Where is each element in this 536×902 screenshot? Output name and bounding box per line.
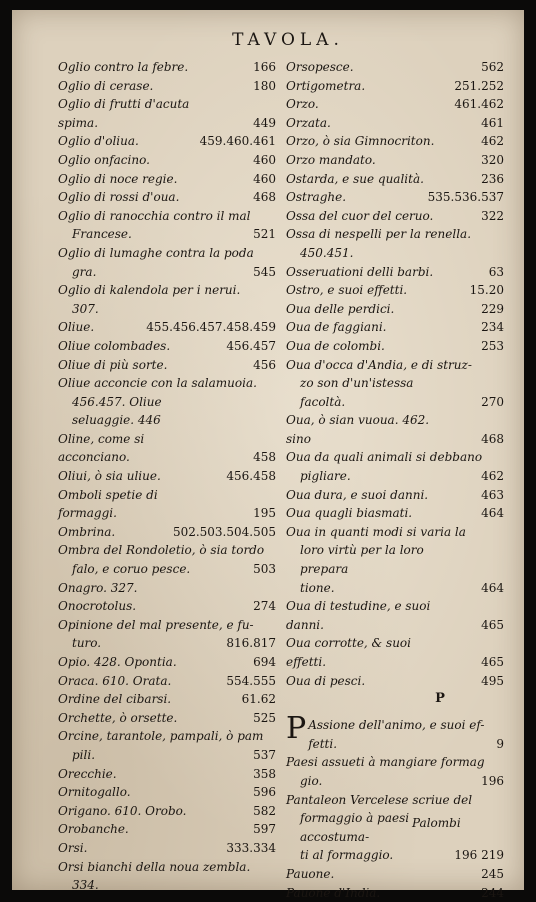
index-entry [58,765,276,784]
index-entry [58,858,276,895]
entry-text: Oua di pesci. [286,673,366,688]
entry-text: Ossa di nespelli per la renella. [286,227,472,242]
index-entry [286,225,504,262]
entry-text: Oglio onfacino. [58,152,150,167]
entry-pages: 464 [481,506,504,521]
entry-text: Oliue di più sorte. [58,357,168,372]
entry-continuation: pili. [72,747,96,762]
entry-text: Ordine del cibarsi. [58,692,172,707]
index-entry [58,374,276,430]
entry-text: Ossa del cuor del ceruo. [286,208,434,223]
entry-text: Oua de faggiani. [286,320,387,335]
index-entry [286,884,504,902]
index-entry [286,411,504,448]
entry-text: Orobanche. [58,822,129,837]
entry-text: Oua da quali animali si debbano [286,450,483,465]
entry-pages: 521 [253,227,276,242]
entry-pages: 333.334 [226,840,276,855]
index-entry [286,77,504,96]
index-entry [58,616,276,653]
index-entry [58,207,276,244]
index-entry [58,58,276,77]
entry-pages: 456 [253,357,276,372]
entry-pages: 596 [253,785,276,800]
entry-text: Oglio contro la febre. [58,60,189,74]
entry-continuation: 450.451. [300,245,354,260]
index-entry [286,486,504,505]
index-entry [58,188,276,207]
entry-text: Oglio di kalendola per i nerui. [58,283,241,298]
entry-pages: 456.458 [226,469,276,484]
index-entry [58,318,276,337]
entry-pages: 545 [253,264,276,279]
entry-pages: 322 [481,208,504,223]
entry-pages: 455.456.457.458.459 [146,320,276,335]
entry-pages: 816.817 [226,636,276,651]
entry-continuation: ti al formaggio. [300,848,394,863]
entry-pages: 244 [481,885,504,900]
index-entry [58,672,276,691]
entry-text: Pauone d'India. [286,885,381,900]
entry-continuation: Francese. [72,227,132,242]
entry-pages: 462 [481,469,504,484]
entry-pages: 458 [253,450,276,465]
index-entry [286,318,504,337]
entry-text: Orsi bianchi della noua zembla. [58,859,251,874]
index-entry [286,597,504,634]
entry-pages: 274 [253,599,276,614]
page-header: TAVOLA. [232,30,344,50]
index-entry [58,727,276,764]
entry-pages: 456.457 [226,338,276,353]
index-entry [58,820,276,839]
entry-text: Oglio di rossi d'oua. [58,190,180,205]
index-entry [58,95,276,132]
entry-continuation: fetti. [308,736,338,751]
index-entry [58,783,276,802]
entry-text: Osseruationi delli barbi. [286,264,434,279]
index-entry [286,300,504,319]
entry-pages: 166 [253,60,276,74]
entry-pages: 562 [481,60,504,74]
entry-pages: 196 219 [454,848,504,863]
section-gap [286,708,504,716]
index-entry [58,356,276,375]
entry-text: Oline, come si acconciano. [58,431,145,465]
entry-text: Oua di testudine, e suoi danni. [286,599,431,632]
entry-text: Oglio di cerase. [58,78,154,93]
index-entry [286,448,504,485]
entry-pages: 234 [481,320,504,335]
entry-pages: 15.20 [469,283,504,298]
entry-pages: 180 [253,78,276,93]
entry-continuation: falo, e coruo pesce. [72,562,191,577]
entry-pages: 465 [481,617,504,632]
entry-text: Oliue acconcie con la salamuoia. [58,376,257,391]
book-page [12,10,524,900]
index-entry [58,77,276,96]
left-column [58,58,276,895]
index-entry [58,579,276,616]
entry-text: Oglio di noce regie. [58,171,178,186]
entry-pages: 468 [481,431,504,446]
entry-text: Oliue colombades. [58,338,171,353]
entry-pages: 236 [481,171,504,186]
entry-pages: 463 [481,487,504,502]
index-entry [286,132,504,151]
entry-pages: 270 [481,394,504,409]
index-entry [58,281,276,318]
index-entry [58,244,276,281]
entry-pages: 460 [253,152,276,167]
entry-pages: 597 [253,822,276,837]
entry-text: Pantaleon Vercelese scriue del [286,792,473,807]
entry-pages: 449 [253,115,276,130]
index-entry [286,791,504,865]
entry-text: Opio. 428. Opontia. [58,655,177,669]
entry-pages: 63 [488,264,504,279]
index-entry [286,263,504,282]
index-entry [286,170,504,189]
entry-text: Oraca. 610. Orata. [58,673,172,688]
entry-text: Ombra del Rondoletio, ò sia tordo [58,543,265,558]
index-entry [286,504,504,523]
entry-text: Orchette, ò orsette. [58,710,178,725]
index-entry [286,337,504,356]
index-entry [286,207,504,226]
index-entry [58,839,276,858]
entry-text: Ornitogallo. [58,785,131,800]
index-entry [286,753,504,790]
entry-continuation: loro virtù per la loro prepara [300,543,424,577]
index-entry [286,114,504,133]
index-entry [58,523,276,542]
entry-continuation: formaggio à paesi accostuma- [300,811,410,844]
entry-text: Ostro, e suoi effetti. [286,283,408,298]
entry-text: Orcine, tarantole, pampali, ò pam [58,729,264,744]
entry-text: Oua dura, e suoi danni. [286,487,429,502]
index-entry [286,95,504,114]
entry-pages: 253 [481,338,504,353]
entry-text: Orzata. [286,115,331,130]
entry-text: Oglio di frutti d'acuta spima. [58,97,190,130]
entry-text: Oua de colombi. [286,338,385,353]
index-entry [58,151,276,170]
index-entry [286,356,504,412]
entry-pages: 554.555 [226,673,276,688]
catchword: Palombi [412,816,461,830]
entry-text: Orzo, ò sia Gimnocriton. [286,134,435,149]
entry-text: Paesi assueti à mangiare formag [286,755,485,770]
entry-continuation: gra. [72,264,97,279]
entry-pages: 9 [496,736,504,751]
entry-pages: 461.462 [454,97,504,112]
entry-pages: 582 [253,803,276,818]
index-entry [286,281,504,300]
entry-text: Oglio d'oliua. [58,134,139,149]
entry-continuation: 307. [72,301,99,316]
drop-cap: P [286,711,307,747]
index-entry [58,170,276,189]
entry-text: Origano. 610. Orobo. [58,803,187,818]
entry-text: Assione dell'animo, e suoi ef- [308,718,485,733]
entry-text: Pauone. [286,866,335,881]
entry-text: Oliui, ò sia uliue. [58,469,161,484]
section-letter: P [435,691,445,707]
entry-continuation: 456.457. Oliue seluaggie. 446 [72,394,162,428]
entry-text: Ostarda, e sue qualità. [286,171,424,186]
entry-text: Oglio di lumaghe contra la poda [58,245,254,260]
right-column [286,58,504,902]
index-entry [58,467,276,486]
entry-text: Oua, ò sian vuoua. 462. sino [286,413,430,446]
index-entry [286,58,504,77]
index-entry [286,188,504,207]
index-entry [58,541,276,578]
entry-text: Oliue. [58,320,95,335]
entry-continuation: 334. [72,878,99,893]
entry-continuation: gio. [300,773,323,788]
entry-text: Oua delle perdici. [286,301,395,316]
entry-pages: 61.62 [241,692,276,707]
entry-text: Onagro. 327. Onocrotolus. [58,580,138,614]
entry-continuation: pigliare. [300,469,351,484]
index-entry [58,430,276,467]
entry-continuation: turo. [72,636,102,651]
entry-pages: 468 [253,190,276,205]
entry-text: Ortigometra. [286,78,366,93]
entry-pages: 502.503.504.505 [172,524,276,539]
index-entry [58,709,276,728]
entry-pages: 694 [253,655,276,669]
entry-pages: 195 [253,506,276,521]
index-entry [286,523,504,597]
entry-text: Oua d'occa d'Andia, e di struz- [286,357,472,372]
entry-pages: 320 [481,152,504,167]
index-entry [58,132,276,151]
entry-text: Orzo mandato. [286,152,376,167]
entry-pages: 251.252 [454,78,504,93]
entry-pages: 460 [253,171,276,186]
entry-text: Opinione del mal presente, e fu- [58,617,254,632]
entry-pages: 229 [481,301,504,316]
entry-text: Oua corrotte, & suoi effetti. [286,636,411,669]
entry-pages: 525 [253,710,276,725]
index-entry [58,486,276,523]
entry-pages: 462 [481,134,504,149]
entry-text: Orsopesce. [286,60,354,74]
entry-pages: 535.536.537 [427,190,504,205]
entry-pages: 358 [253,766,276,781]
entry-text: Ostraghe. [286,190,347,205]
entry-text: Orsi. [58,840,88,855]
index-entry [286,634,504,671]
index-entry [58,802,276,821]
entry-pages: 464 [481,580,504,595]
entry-pages: 465 [481,655,504,669]
entry-text: Oglio di ranocchia contro il mal [58,208,251,223]
index-entry [286,711,504,753]
entry-pages: 537 [253,747,276,762]
index-entry [286,151,504,170]
entry-continuation: tione. [300,580,335,595]
index-entry [286,672,504,691]
entry-pages: 503 [253,562,276,577]
entry-text: Omboli spetie di formaggi. [58,487,158,521]
entry-pages: 196 [481,773,504,788]
entry-pages: 495 [481,673,504,688]
entry-text: Ombrina. [58,524,116,539]
entry-pages: 461 [481,115,504,130]
entry-text: Oua quagli biasmati. [286,506,413,521]
entry-pages: 245 [481,866,504,881]
index-entry [58,653,276,672]
index-entry [58,337,276,356]
index-entry [58,690,276,709]
entry-text: Oua in quanti modi si varia la [286,524,466,539]
entry-text: Orzo. [286,97,319,112]
entry-continuation: zo son d'un'istessa facoltà. [300,376,414,409]
entry-pages: 459.460.461 [199,134,276,149]
entry-text: Orecchie. [58,766,117,781]
index-entry [286,865,504,884]
